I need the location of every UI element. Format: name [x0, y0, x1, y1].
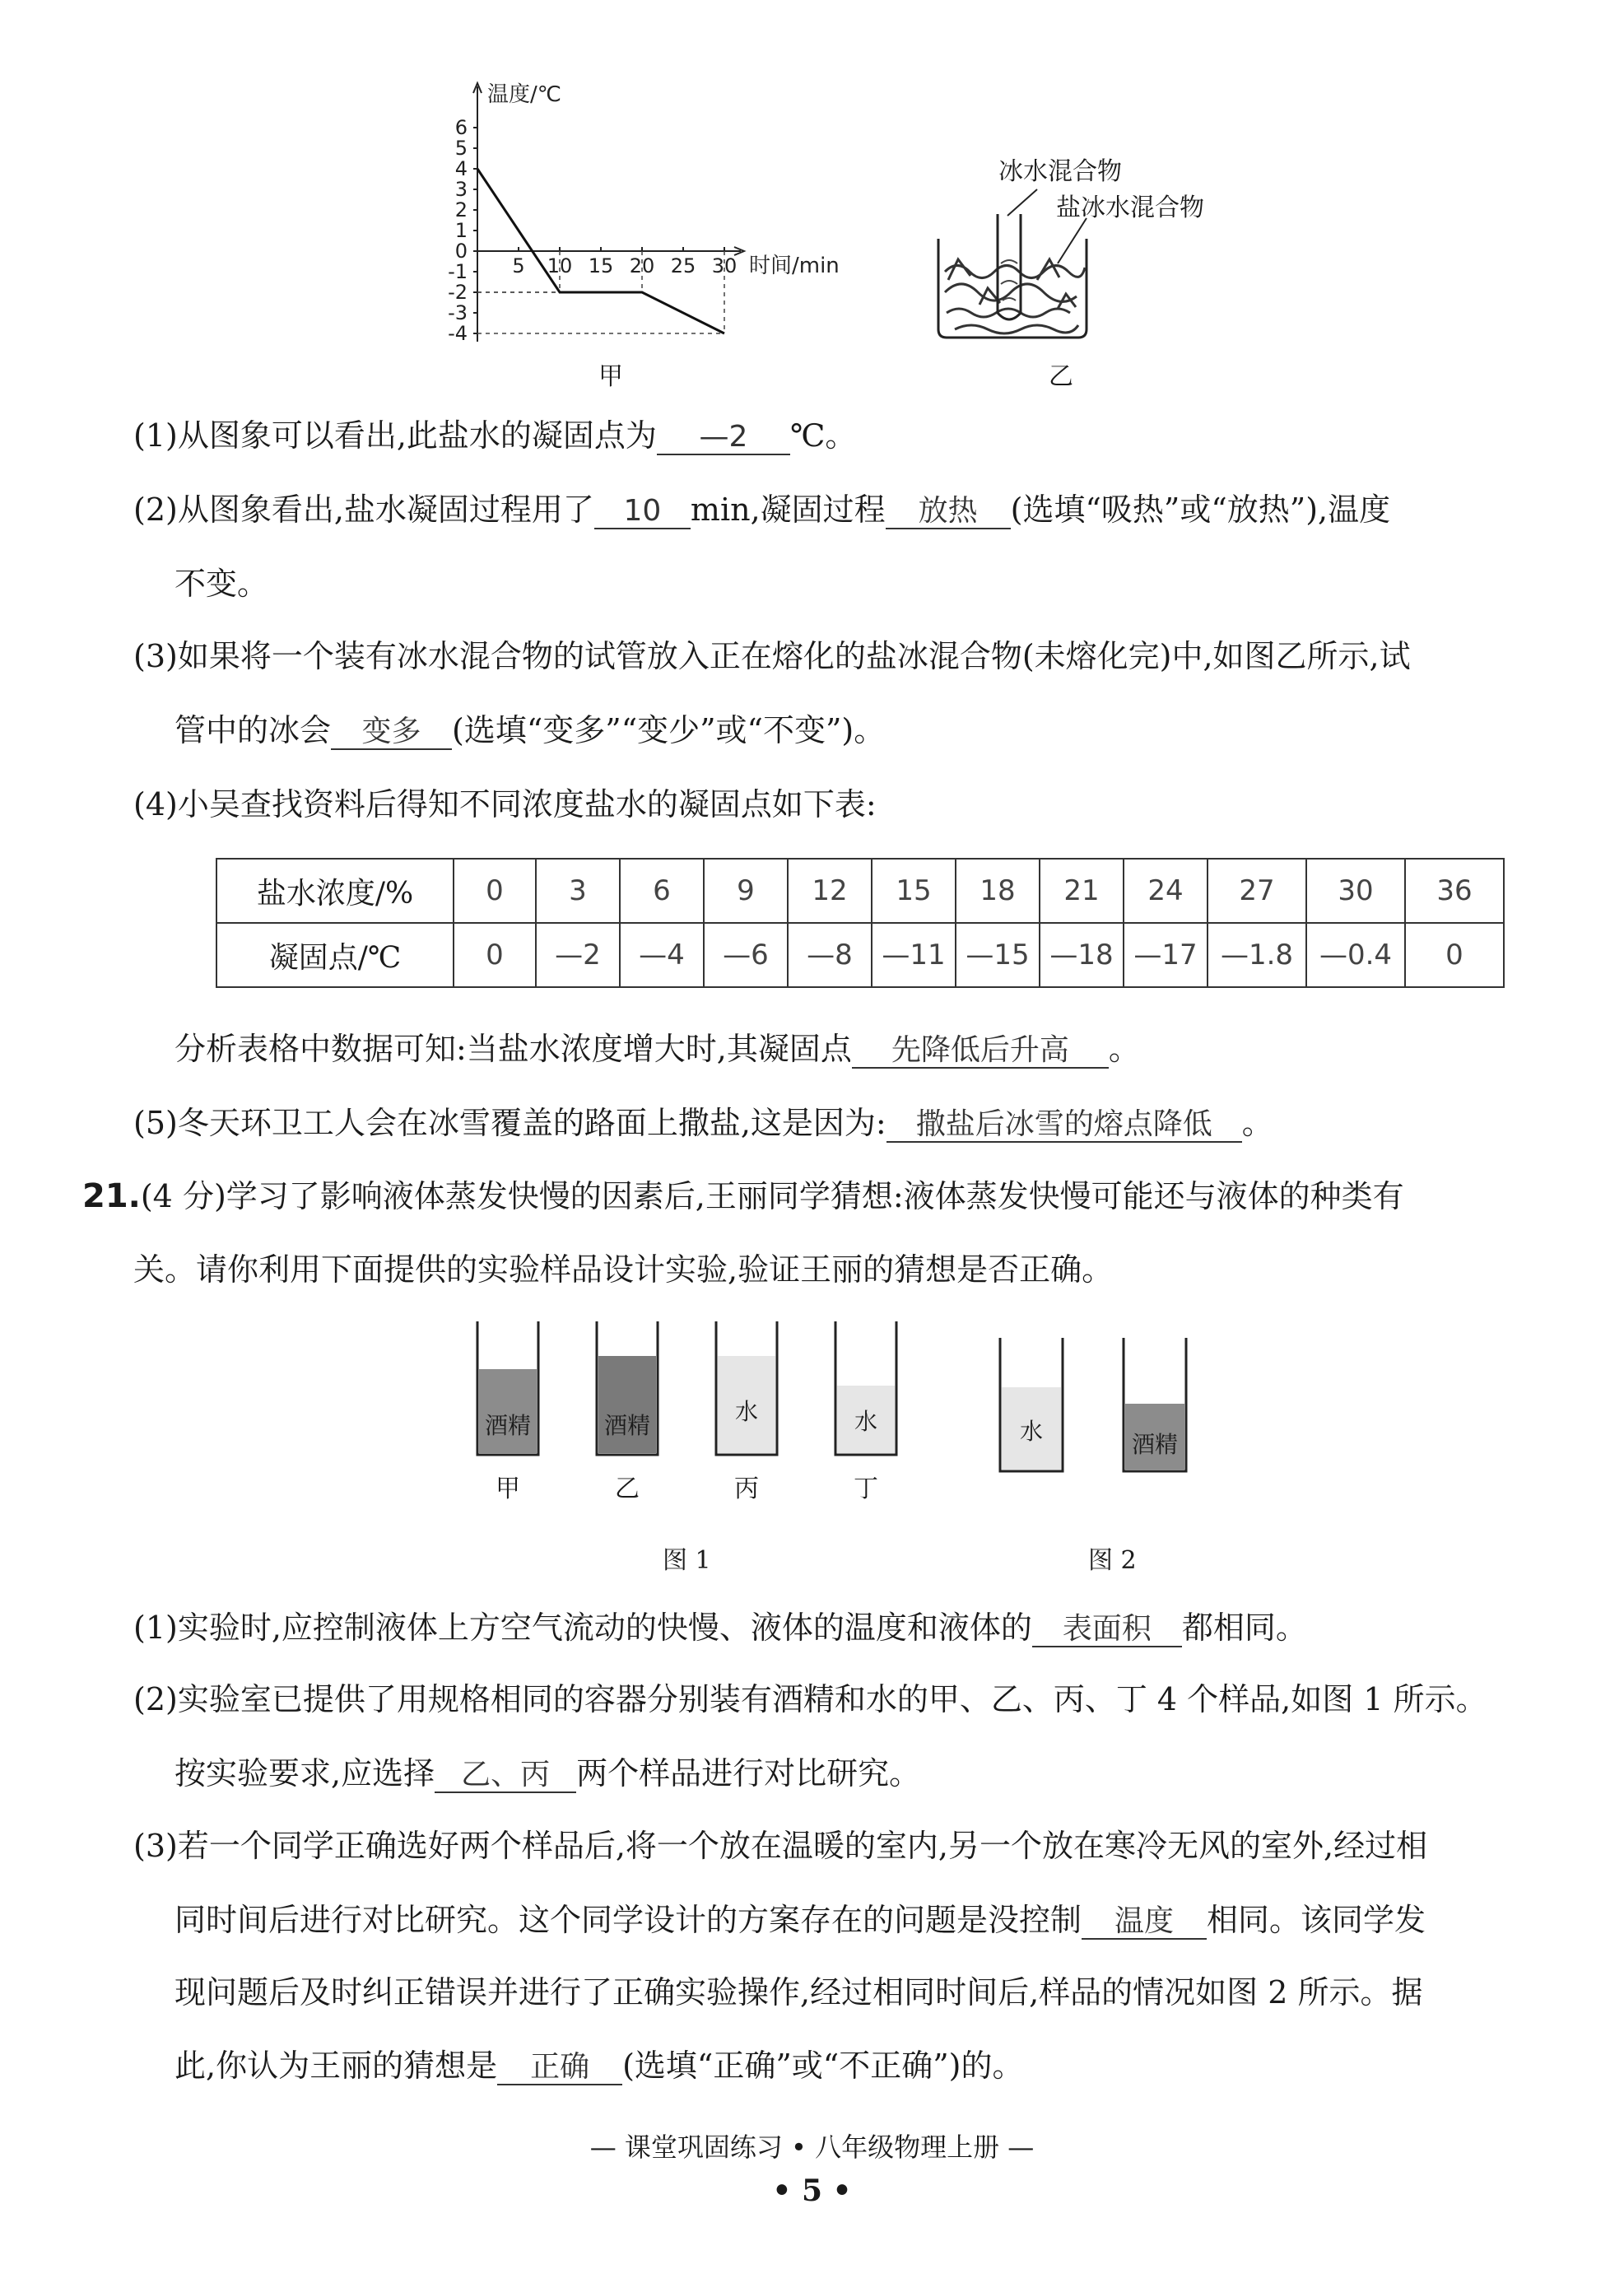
beaker-liquid-label: 水 [854, 1408, 877, 1435]
q20-part2-cont: 不变。 [174, 566, 269, 602]
salt-concentration-table [216, 858, 1505, 988]
beaker-label: 乙 [615, 1475, 640, 1503]
table-cell: 21 [1040, 859, 1124, 923]
x-tick-label: 30 [711, 254, 738, 277]
q21-stem-cont: 关。请你利用下面提供的实验样品设计实验,验证王丽的猜想是否正确。 [133, 1251, 1114, 1288]
x-tick-label: 15 [588, 254, 614, 277]
table-cell: —11 [872, 923, 956, 987]
q21-part2: (2)实验室已提供了用规格相同的容器分别装有酒精和水的甲、乙、丙、丁 4 个样品,如图 1 所示。 [133, 1681, 1487, 1717]
beaker-liquid-label: 酒精 [1131, 1431, 1178, 1458]
table-cell: —17 [1124, 923, 1208, 987]
table-cell: 30 [1306, 859, 1405, 923]
q21-part3-answer-temperature: 温度 [1082, 1907, 1207, 1940]
y-axis-label: 温度/℃ [487, 82, 561, 107]
label-ice-water-mixture: 冰水混合物 [998, 157, 1122, 186]
q21-number: 21. [82, 1177, 141, 1215]
table-cell: 0 [454, 859, 536, 923]
q21-part1-answer: 表面积 [1032, 1614, 1182, 1647]
q20-analysis-answer: 先降低后升高 [852, 1036, 1109, 1069]
q20-part2-answer-time: 10 [594, 496, 691, 529]
figure-1-caption: 图 1 [663, 1546, 711, 1575]
x-axis-label: 时间/min [749, 254, 840, 278]
table-cell: 6 [620, 859, 704, 923]
q21-part2-cont: 按实验要求,应选择 乙、丙 两个样品进行对比研究。 [174, 1755, 921, 1791]
table-cell: 24 [1124, 859, 1208, 923]
q21-part1: (1)实验时,应控制液体上方空气流动的快慢、液体的温度和液体的 表面积 都相同。 [133, 1610, 1307, 1646]
table-cell: 0 [1405, 923, 1504, 987]
table-header-concentration: 盐水浓度/% [216, 859, 454, 923]
figure-2-caption: 图 2 [1088, 1546, 1137, 1575]
temperature-time-chart [428, 78, 889, 391]
y-tick-label: 2 [454, 198, 468, 221]
q21-part3-line3: 现问题后及时纠正错误并进行了正确实验操作,经过相同时间后,样品的情况如图 2 所示。据 [174, 1974, 1423, 2010]
q21-stem: 21.(4 分)学习了影响液体蒸发快慢的因素后,王丽同学猜想:液体蒸发快慢可能还与液体的种类有 [82, 1177, 1404, 1215]
table-cell: 18 [956, 859, 1040, 923]
x-tick-label: 5 [512, 254, 525, 277]
y-tick-label: -4 [448, 322, 468, 345]
y-tick-label: 0 [454, 240, 468, 263]
table-cell: 0 [454, 923, 536, 987]
q20-part2-answer-heat: 放热 [886, 496, 1011, 529]
q20-part3-cont: 管中的冰会 变多 (选填“变多”“变少”或“不变”)。 [174, 712, 886, 748]
table-cell: 3 [536, 859, 620, 923]
x-tick-label: 10 [547, 254, 573, 277]
y-tick-label: -2 [448, 281, 468, 304]
footer-title: — 课堂巩固练习 • 八年级物理上册 — [589, 2132, 1035, 2163]
table-cell: —18 [1040, 923, 1124, 987]
x-tick-label: 25 [670, 254, 696, 277]
y-tick-label: 6 [454, 116, 468, 139]
beaker-liquid-label: 酒精 [603, 1412, 650, 1439]
q20-part1: (1)从图象可以看出,此盐水的凝固点为 —2 ℃。 [133, 417, 857, 454]
table-cell: 12 [788, 859, 872, 923]
table-row-freezing-point [216, 923, 1504, 987]
beaker-label: 丙 [734, 1475, 759, 1503]
q21-part3-answer-guess: 正确 [497, 2052, 622, 2085]
x-tick-label: 20 [629, 254, 655, 277]
q20-part3: (3)如果将一个装有冰水混合物的试管放入正在熔化的盐冰混合物(未熔化完)中,如图乙所示,试 [133, 638, 1411, 674]
table-cell: 36 [1405, 859, 1504, 923]
label-salt-ice-water-mixture: 盐冰水混合物 [1056, 193, 1204, 222]
table-cell: 9 [704, 859, 788, 923]
q21-part3-line4: 此,你认为王丽的猜想是 正确 (选填“正确”或“不正确”)的。 [174, 2048, 1024, 2084]
figure-jia-caption: 甲 [598, 362, 623, 391]
q20-part3-answer: 变多 [331, 717, 452, 750]
table-cell: —6 [704, 923, 788, 987]
table-header-freezing-point: 凝固点/℃ [216, 923, 454, 987]
table-cell: —0.4 [1306, 923, 1405, 987]
beaker-liquid-label: 水 [1019, 1418, 1043, 1445]
page-number: • 5 • [772, 2174, 852, 2208]
table-cell: —15 [956, 923, 1040, 987]
y-tick-label: 3 [454, 178, 468, 201]
table-cell: 15 [872, 859, 956, 923]
q20-part1-answer: —2 [657, 422, 790, 455]
figure-1-beakers [461, 1321, 922, 1503]
y-tick-label: -1 [448, 260, 468, 283]
table-cell: —8 [788, 923, 872, 987]
beaker-liquid-label: 水 [734, 1398, 758, 1425]
y-tick-label: 5 [454, 137, 468, 160]
table-cell: —2 [536, 923, 620, 987]
q20-part4: (4)小吴查找资料后得知不同浓度盐水的凝固点如下表: [133, 786, 877, 822]
q20-analysis: 分析表格中数据可知:当盐水浓度增大时,其凝固点 先降低后升高 。 [174, 1031, 1140, 1067]
q20-part5: (5)冬天环卫工人会在冰雪覆盖的路面上撒盐,这是因为: 撒盐后冰雪的熔点降低 。 [133, 1105, 1273, 1141]
table-row-concentration [216, 859, 1504, 923]
y-tick-label: 1 [454, 219, 468, 242]
figure-2-beakers [984, 1338, 1198, 1478]
beaker-label: 甲 [496, 1475, 520, 1503]
q21-part2-answer: 乙、丙 [435, 1760, 576, 1793]
table-cell: 27 [1208, 859, 1306, 923]
beaker-liquid-label: 酒精 [484, 1412, 531, 1439]
beaker-label: 丁 [854, 1475, 878, 1503]
table-cell: —1.8 [1208, 923, 1306, 987]
table-cell: —4 [620, 923, 704, 987]
y-tick-label: -3 [448, 301, 468, 324]
q21-part3: (3)若一个同学正确选好两个样品后,将一个放在温暖的室内,另一个放在寒冷无风的室外,经过相 [133, 1828, 1428, 1864]
figure-yi-caption: 乙 [1049, 362, 1073, 391]
y-tick-label: 4 [454, 157, 468, 180]
q20-part2: (2)从图象看出,盐水凝固过程用了 10 min,凝固过程 放热 (选填“吸热”或“放热”),温度 [133, 492, 1391, 528]
q21-part3-line2: 同时间后进行对比研究。这个同学设计的方案存在的问题是没控制 温度 相同。该同学发 [174, 1902, 1426, 1938]
q20-part5-answer: 撒盐后冰雪的熔点降低 [886, 1110, 1242, 1143]
